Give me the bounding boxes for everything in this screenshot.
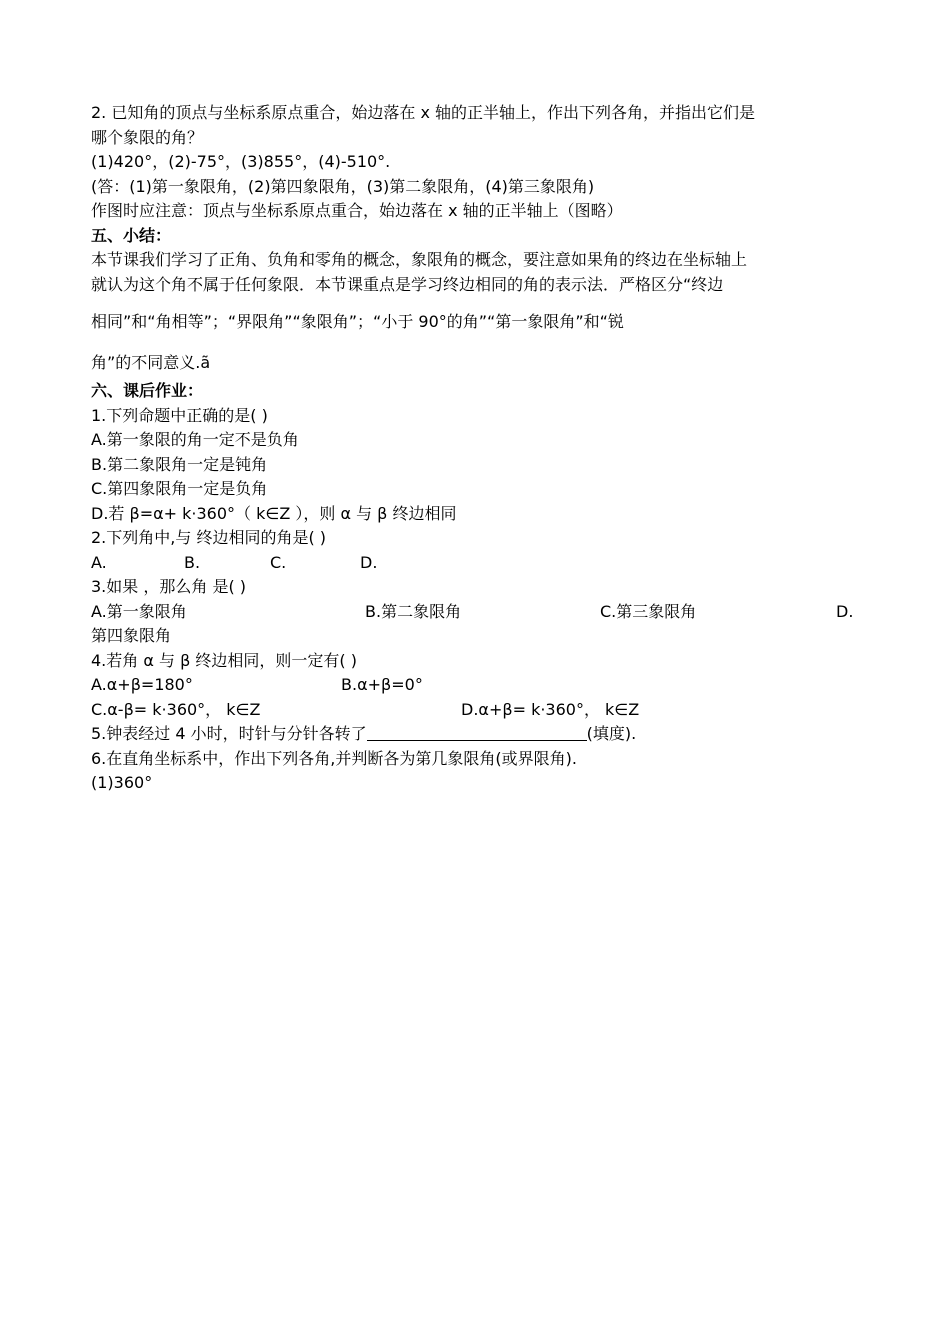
q2-note: 作图时应注意：顶点与坐标系原点重合，始边落在 x 轴的正半轴上（图略） xyxy=(91,201,623,220)
homework-heading: 六、课后作业： xyxy=(91,381,204,400)
hw-q2-option-c: C. xyxy=(270,552,287,572)
hw-q5-text-before: 5.钟表经过 4 小时，时针与分针各转了 xyxy=(91,724,367,743)
hw-q4-option-b: B.α+β=0° xyxy=(341,675,423,694)
hw-q3-option-d-cont: 第四象限角 xyxy=(91,626,172,645)
summary-line-4: 角”的不同意义.ã xyxy=(91,353,211,372)
hw-q4-option-d: D.α+β= k·360°， k∈Z xyxy=(461,699,640,719)
q2-items: (1)420°，(2)-75°，(3)855°，(4)-510°. xyxy=(91,152,391,171)
hw-q3-option-b: B.第二象限角 xyxy=(365,601,462,621)
summary-line-2: 就认为这个角不属于任何象限．本节课重点是学习终边相同的角的表示法．严格区分“终边 xyxy=(91,274,724,294)
hw-q3-options xyxy=(91,600,861,625)
summary-line-3: 相同”和“角相等”；“界限角”“象限角”；“小于 90°的角”“第一象限角”和“锐 xyxy=(91,312,624,331)
hw-q3-stem: 3.如果 ，那么角 是( ) xyxy=(91,577,247,596)
q2-line-1: 2. 已知角的顶点与坐标系原点重合，始边落在 x 轴的正半轴上，作出下列各角，并指出它们是 xyxy=(91,103,755,122)
hw-q3-option-d: D. xyxy=(836,601,854,621)
hw-q1-option-b: B.第二象限角一定是钝角 xyxy=(91,454,268,474)
hw-q2-option-b: B. xyxy=(184,552,201,572)
hw-q6-stem: 6.在直角坐标系中，作出下列各角,并判断各为第几象限角(或界限角). xyxy=(91,748,577,768)
hw-q4-options-ab xyxy=(91,673,861,698)
hw-q3-option-a: A.第一象限角 xyxy=(91,601,187,621)
hw-q5-text-after: (填度). xyxy=(586,724,637,743)
hw-q2-stem: 2.下列角中,与 终边相同的角是( ) xyxy=(91,528,327,547)
hw-q4-option-a: A.α+β=180° xyxy=(91,675,193,694)
document-content xyxy=(91,101,861,796)
hw-q6-item-1: (1)360° xyxy=(91,773,153,792)
hw-q1-option-c: C.第四象限角一定是负角 xyxy=(91,479,268,498)
hw-q2-option-d: D. xyxy=(360,552,378,572)
q2-answer: (答：(1)第一象限角，(2)第四象限角，(3)第二象限角，(4)第三象限角) xyxy=(91,176,595,196)
summary-heading: 五、小结： xyxy=(91,225,172,245)
hw-q2-options xyxy=(91,551,861,576)
hw-q5 xyxy=(91,722,861,747)
hw-q1-option-a: A.第一象限的角一定不是负角 xyxy=(91,430,299,449)
summary-line-1: 本节课我们学习了正角、负角和零角的概念，象限角的概念，要注意如果角的终边在坐标轴上 xyxy=(91,250,748,269)
q2-line-2: 哪个象限的角？ xyxy=(91,127,204,147)
hw-q5-answer-blank xyxy=(367,724,587,741)
hw-q1-stem: 1.下列命题中正确的是( ) xyxy=(91,405,268,425)
hw-q4-option-c: C.α-β= k·360°， k∈Z xyxy=(91,699,261,719)
hw-q2-option-a: A. xyxy=(91,552,107,572)
hw-q3-option-c: C.第三象限角 xyxy=(600,601,697,621)
hw-q4-stem: 4.若角 α 与 β 终边相同，则一定有( ) xyxy=(91,650,357,670)
hw-q4-options-cd xyxy=(91,698,861,723)
hw-q1-option-d: D.若 β=α+ k·360°（ k∈Z ），则 α 与 β 终边相同 xyxy=(91,503,457,523)
